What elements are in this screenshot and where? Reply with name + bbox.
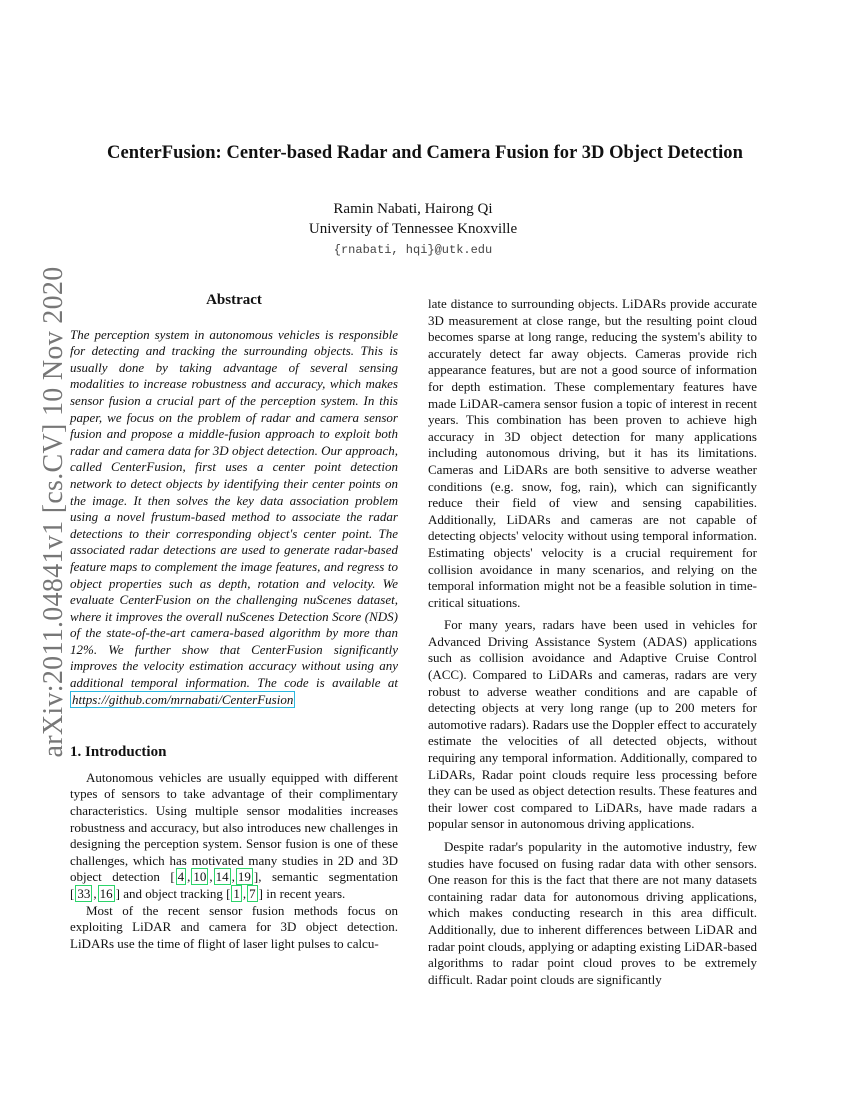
intro-paragraph-5: Despite radar's popularity in the automotive industry, few studies have focused on fusing radar data with other sensors. One reason for this is the fact that there are not many datasets containing radar data for autonomous driving applications, which makes conducting research in this area difficult. Additionally, due to inherent differences between LiDAR and radar point clouds, applying or adapting existing LiDAR-based algorithms to radar point cloud proves to be extremely difficult. Radar point clouds are significantly: [428, 839, 757, 987]
intro-paragraph-4: For many years, radars have been used in vehicles for Advanced Driving Assistance System (ADAS) applications such as collision avoidance and Adaptive Cruise Control (ACC). Compared to LiDARs and cameras, radars are very robust to adverse weather conditions and are capable of detecting objects at very long range (up to 200 meters for automotive radars). Radars use the Doppler effect to accurately estimate the velocities of all detected objects, without requiring any temporal information. Additionally, compared to LiDARs, Radar point clouds require less processing before they can be used as object detection results. These features and their lower cost compared to LiDARs, have made radars a popular sensor in autonomous driving applications.: [428, 617, 757, 832]
citation-link[interactable]: 1: [233, 886, 240, 901]
citation-link[interactable]: 19: [237, 869, 251, 885]
affiliation: University of Tennessee Knoxville: [308, 221, 518, 237]
paper-title: CenterFusion: Center-based Radar and Camera Fusion for 3D Object Detection: [107, 143, 743, 163]
intro-p1-text: and object tracking: [123, 886, 223, 901]
arxiv-identifier: arXiv:2011.04841v1 [cs.CV] 10 Nov 2020: [38, 266, 69, 758]
author-names: Ramin Nabati, Hairong Qi: [333, 201, 493, 217]
citation-link[interactable]: 4: [177, 869, 185, 885]
abstract-text: [70, 327, 398, 709]
abstract-body: The perception system in autonomous vehicles is responsible for detecting and tracking the surrounding objects. This is usually done by taking advantage of several sensing modalities to increase robustness and accuracy, which makes sensor fusion a crucial part of the perception system. In this paper, we focus on the problem of radar and camera sensor fusion and propose a middle-fusion approach to exploit both radar and camera data for 3D object detection. Our approach, called CenterFusion, first uses a center point detection network to detect objects by identifying their center points on the image. It then solves the key data association problem using a novel frustum-based method to associate the radar detections to their corresponding object's center point. The associated radar detections are used to generate radar-based feature maps to complement the image features, and regress to object properties such as depth, rotation and velocity. We evaluate CenterFusion on the challenging nuScenes dataset, where it improves the overall nuScenes Detection Score (NDS) of the state-of-the-art camera-based algorithm by more than 12%. We further show that CenterFusion significantly improves the velocity estimation accuracy without using any additional temporal information. The code is available at: [70, 326, 398, 691]
section-heading-introduction: 1. Introduction: [70, 744, 167, 761]
left-column: [70, 292, 398, 952]
citation-link[interactable]: 7: [249, 886, 256, 901]
author-email: {rnabati, hqi}@utk.edu: [333, 243, 493, 257]
citation-link[interactable]: 33: [77, 886, 91, 901]
author-block: [0, 199, 826, 260]
abstract-heading: Abstract: [206, 292, 262, 308]
right-column: [428, 296, 757, 988]
citation-link[interactable]: 10: [193, 869, 207, 885]
intro-p1-text: in recent years.: [266, 886, 346, 901]
intro-p1-text: , semantic segmentation: [258, 869, 398, 885]
intro-paragraph-1: Autonomous vehicles are usually equipped with different types of sensors to take advantage of their complimentary characteristics. Using multiple sensor modalities increases robustness and accuracy, but also introduces new challenges in designing the perception system. Sensor fusion is one of these challenges, which has motivated many studies in 2D and 3D object detection [ 4 , 10 , 14 , 19 ], semantic segmentation [ 33 , 16 ] and object tracking [ 1 , 7 ] in recent years.: [70, 769, 398, 901]
citation-link[interactable]: 16: [99, 886, 113, 901]
code-link[interactable]: https://github.com/mrnabati/CenterFusion: [72, 691, 294, 707]
citation-link[interactable]: 14: [215, 869, 229, 885]
intro-paragraph-2: Most of the recent sensor fusion methods focus on exploiting LiDAR and camera for 3D object detection. LiDARs use the time of flight of laser light pulses to calcu-: [70, 902, 398, 951]
intro-paragraph-3: late distance to surrounding objects. LiDARs provide accurate 3D measurement at close range, but the resulting point cloud becomes sparse at long range, reducing the system's ability to accurately detect far away objects. Cameras provide rich appearance features, but are not a good source of information for depth estimation. These complementary features have made LiDAR-camera sensor fusion a topic of interest in recent years. This combination has been proven to achieve high accuracy in 3D object detection for many applications including autonomous driving, but it has its limitations. Cameras and LiDARs are both sensitive to adverse weather conditions (e.g. snow, fog, rain), which can significantly reduce their field of view and sensing capabilities. Additionally, LiDARs and cameras are not capable of detecting objects' velocity without using temporal information. Estimating objects' velocity is a crucial requirement for collision avoidance in many scenarios, and relying on the temporal information might not be a feasible solution in time-critical situations.: [428, 296, 757, 610]
intro-p1-text: Autonomous vehicles are usually equipped with different types of sensors to take advantage of their complimentary characteristics. Using multiple sensor modalities increases robustness and accuracy, but also introduces new challenges in designing the perception system. Sensor fusion is one of these challenges, which has motivated many studies in 2D and 3D object detection: [70, 769, 398, 885]
